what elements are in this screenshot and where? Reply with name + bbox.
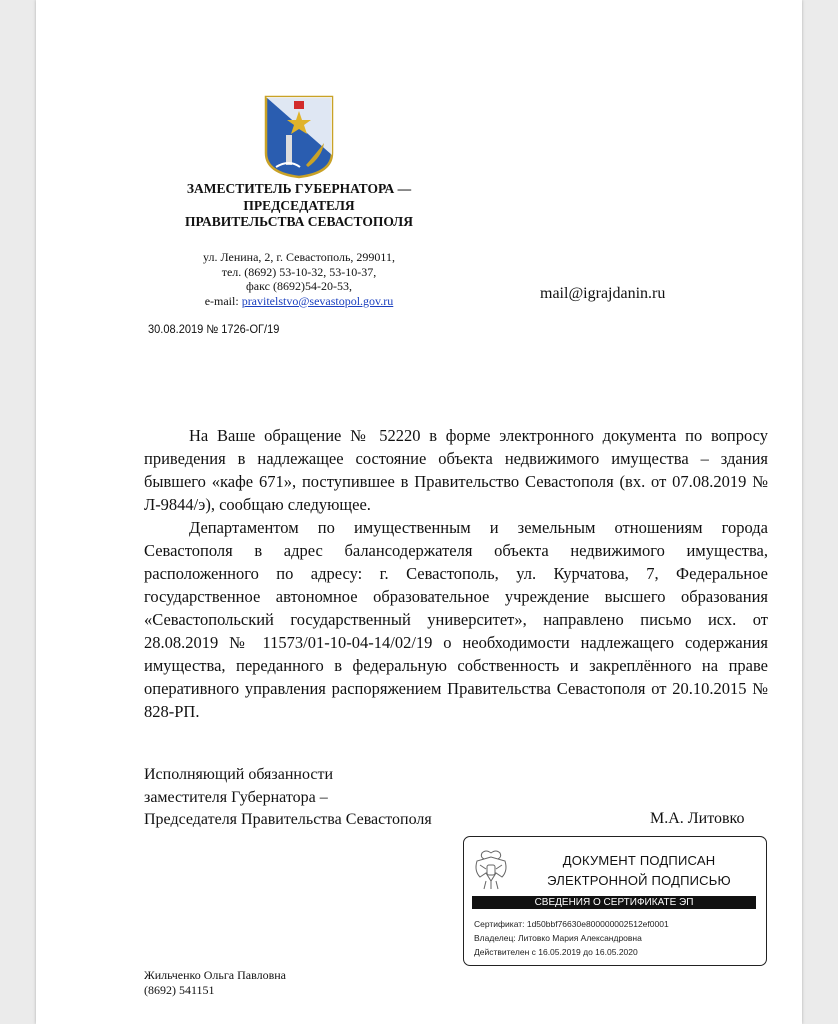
address-line: ул. Ленина, 2, г. Севастополь, 299011, xyxy=(202,250,395,264)
stamp-certificate-header: СВЕДЕНИЯ О СЕРТИФИКАТЕ ЭП xyxy=(472,896,756,909)
recipient-email: mail@igrajdanin.ru xyxy=(540,285,666,302)
org-line-1: ЗАМЕСТИТЕЛЬ ГУБЕРНАТОРА — xyxy=(186,181,412,196)
signatory-title-line-3: Председателя Правительства Севастополя xyxy=(144,811,432,828)
executor-info xyxy=(144,968,286,998)
sevastopol-coat-of-arms-icon xyxy=(264,95,334,179)
executor-name: Жильченко Ольга Павловна xyxy=(144,968,287,982)
executor-phone: (8692) 541151 xyxy=(144,983,215,997)
organization-contacts xyxy=(176,250,422,308)
body-paragraph-2: Департаментом по имущественным и земельным отношениям города Севастополя в адрес балансодержателя объекта недвижимого имущества, расположенного по адресу: г. Севастополь, ул. Курчатова, 7, Федеральное государственное автономное образовательное учреждение высшего образования «Севастопольский государственный университет», направлено письмо исх. от 28.08.2019 № 11573/01-10-04-14/02/19 о необходимости надлежащего содержания имущества, переданного в федеральную собственность и закреплённого на праве оперативного управления распоряжением Правительства Севастополя от 20.10.2015 № 828-РП. xyxy=(144,518,768,721)
electronic-signature-stamp xyxy=(463,836,767,966)
letter-page xyxy=(36,0,802,1024)
body-paragraph-1: На Ваше обращение № 52220 в форме электронного документа по вопросу приведения в надлежащее состояние объекта недвижимого имущества – здания бывшего «кафе 671», поступившее в Правительство Севастополя (вх. от 07.08.2019 № Л-9844/э), сообщаю следующее. xyxy=(144,426,768,514)
email-line xyxy=(176,294,422,309)
signatory-title xyxy=(144,764,432,832)
signatory-name: М.А. Литовко xyxy=(650,810,745,827)
phone-line: тел. (8692) 53-10-32, 53-10-37, xyxy=(221,264,377,279)
fax-line: факс (8692)54-20-53, xyxy=(246,279,352,293)
org-line-3: ПРАВИТЕЛЬСТВА СЕВАСТОПОЛЯ xyxy=(185,214,413,229)
registration-number: 30.08.2019 № 1726-ОГ/19 xyxy=(148,322,280,336)
email-link[interactable]: pravitelstvo@sevastopol.gov.ru xyxy=(241,293,394,308)
stamp-certificate: Сертификат: 1d50bbf76630e800000002512ef0001 xyxy=(474,919,669,929)
signatory-title-line-2: заместителя Губернатора – xyxy=(144,788,328,806)
stamp-validity: Действителен с 16.05.2019 до 16.05.2020 xyxy=(474,947,638,957)
letter-body xyxy=(144,424,768,723)
email-label: e-mail: xyxy=(204,293,242,308)
russian-eagle-emblem-icon xyxy=(472,847,510,891)
stamp-title-line-2: ЭЛЕКТРОННОЙ ПОДПИСЬЮ xyxy=(547,873,731,888)
signatory-title-line-1: Исполняющий обязанности xyxy=(144,766,334,783)
org-line-2: ПРЕДСЕДАТЕЛЯ xyxy=(243,197,355,213)
stamp-title-line-1: ДОКУМЕНТ ПОДПИСАН xyxy=(562,853,716,868)
organization-title xyxy=(156,181,442,231)
stamp-owner: Владелец: Литовко Мария Александровна xyxy=(474,933,642,943)
